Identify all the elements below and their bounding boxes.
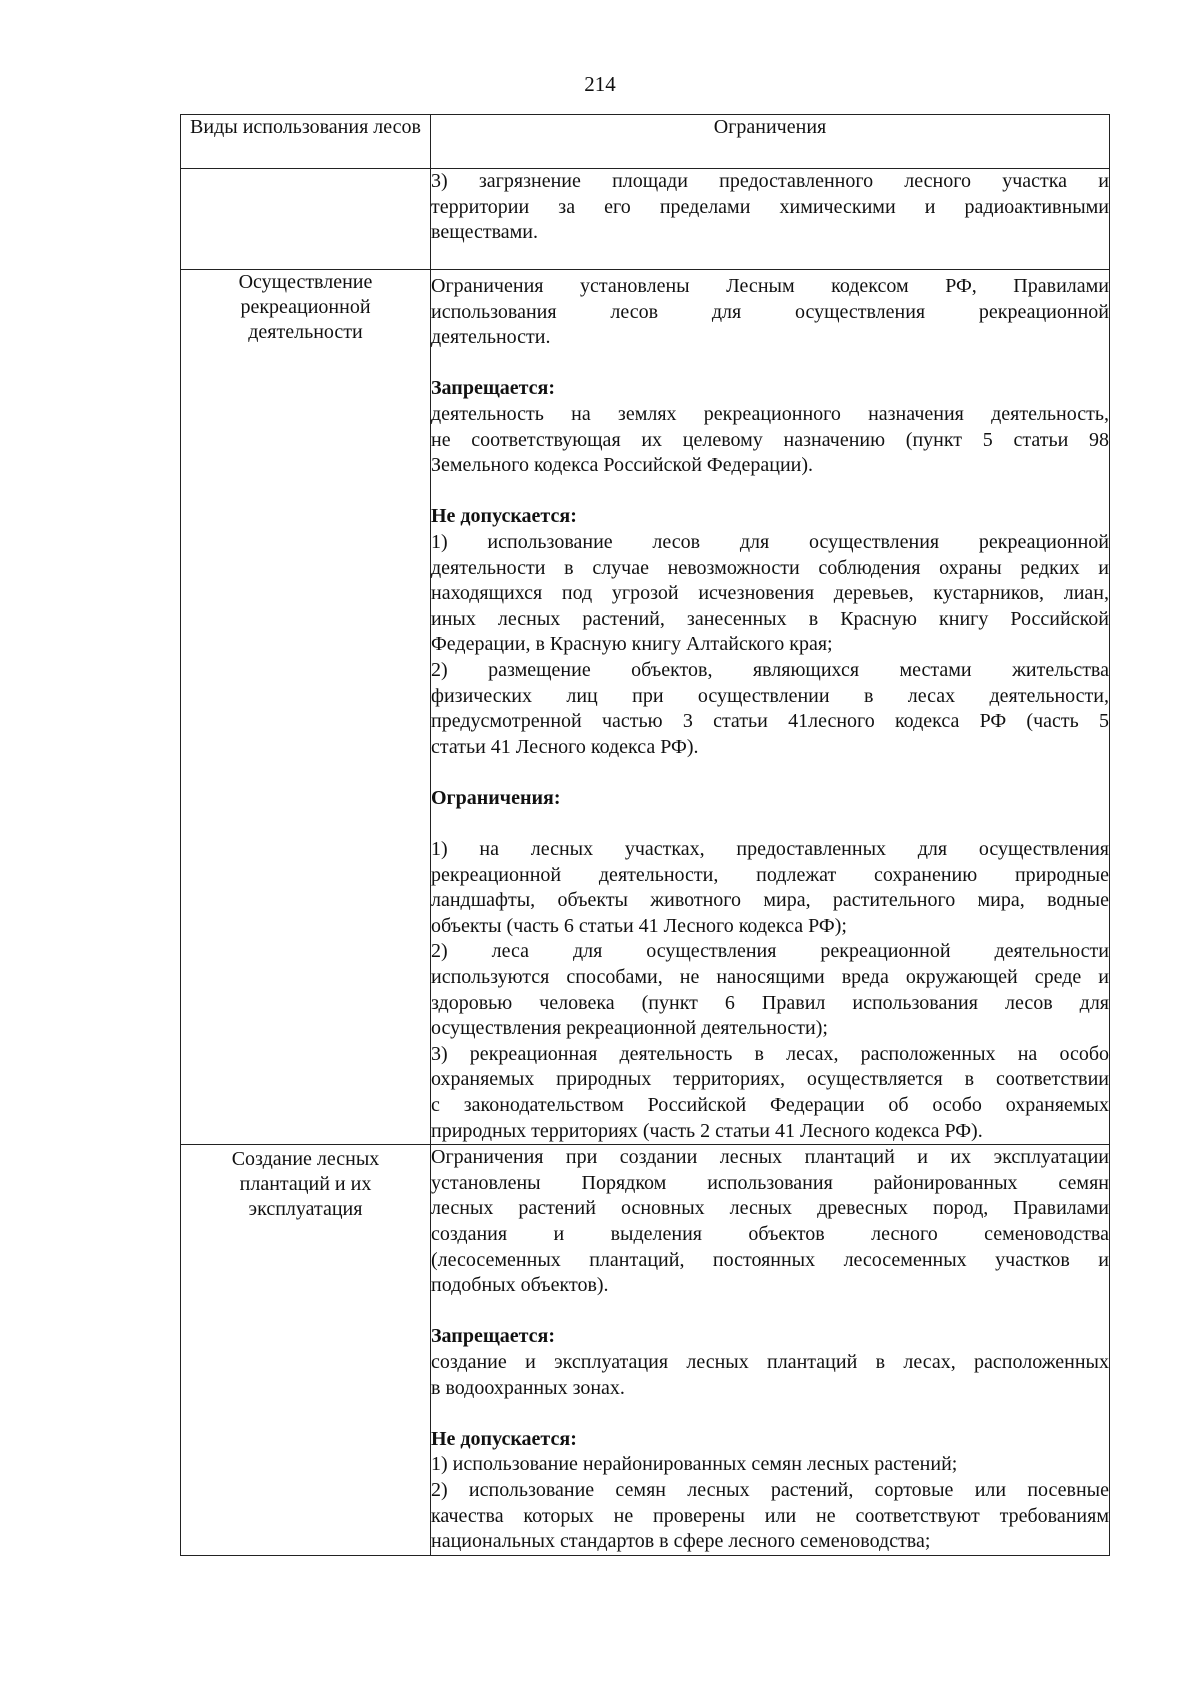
table-row	[181, 169, 1110, 270]
text-line: деятельность на землях рекреационного назначения деятельность,	[431, 402, 1109, 425]
restrictions-cell	[431, 169, 1110, 270]
text-line: 1) использование нерайонированных семян лесных растений;	[431, 1453, 958, 1476]
text-line: физических лиц при осуществлении в лесах деятельности,	[431, 684, 1109, 707]
text-line: здоровью человека (пункт 6 Правил использования лесов для	[431, 991, 1109, 1014]
forest-use-type-label: Создание лесных плантаций и их эксплуатация	[231, 1148, 380, 1221]
text-line: в водоохранных зонах.	[431, 1376, 625, 1399]
text-line: статьи 41 Лесного кодекса РФ).	[431, 735, 699, 758]
text-line: природных территориях (часть 2 статьи 41 Лесного кодекса РФ).	[431, 1119, 983, 1142]
table-row	[181, 270, 1110, 1145]
text-line: охраняемых природных территориях, осуществляется в соответствии	[431, 1068, 1109, 1091]
text-line: 3) загрязнение площади предоставленного лесного участка и	[431, 170, 1109, 192]
text-line: деятельности в случае невозможности соблюдения охраны редких и	[431, 556, 1109, 579]
header-forest-use-types: Виды использования лесов	[181, 115, 431, 169]
text-line: 1) на лесных участках, предоставленных для осуществления	[431, 838, 1109, 861]
text-line: находящихся под угрозой исчезновения деревьев, кустарников, лиан,	[431, 582, 1109, 605]
text-line: используются способами, не наносящими вреда окружающей среде и	[431, 966, 1109, 989]
text-line: создания и выделения объектов лесного семеноводства	[431, 1222, 1109, 1245]
restrictions-table	[180, 114, 1110, 1556]
text-line: Земельного кодекса Российской Федерации).	[431, 454, 814, 477]
text-line: иных лесных растений, занесенных в Красную книгу Российской	[431, 607, 1109, 630]
header-restrictions: Ограничения	[431, 115, 1110, 169]
text-line: Ограничения установлены Лесным кодексом РФ, Правилами	[431, 275, 1109, 297]
text-line: использования лесов для осуществления рекреационной	[431, 300, 1109, 323]
forest-use-type-cell	[181, 270, 431, 1145]
text-line: создание и эксплуатация лесных плантаций в лесах, расположенных	[431, 1350, 1109, 1373]
section-heading-forbidden: Запрещается:	[431, 1325, 556, 1348]
restrictions-cell	[431, 1145, 1110, 1556]
text-line: деятельности.	[431, 326, 551, 349]
text-line: 3) рекреационная деятельность в лесах, расположенных на особо	[431, 1042, 1109, 1065]
text-line: осуществления рекреационной деятельности);	[431, 1017, 828, 1040]
table-header-row	[181, 115, 1110, 169]
forest-use-type-label: Осуществление рекреационной деятельности	[238, 271, 373, 343]
text-line: 2) использование семян лесных растений, сортовые или посевные	[431, 1478, 1109, 1501]
text-line: ландшафты, объекты животного мира, растительного мира, водные	[431, 889, 1109, 912]
restrictions-cell	[431, 270, 1110, 1145]
section-heading-not-allowed: Не допускается:	[431, 1427, 577, 1450]
text-line: национальных стандартов в сфере лесного семеноводства;	[431, 1530, 931, 1553]
text-line: предусмотренной частью 3 статьи 41лесного кодекса РФ (часть 5	[431, 710, 1109, 733]
text-line: Федерации, в Красную книгу Алтайского края;	[431, 633, 833, 656]
text-line: установлены Порядком использования районированных семян	[431, 1171, 1109, 1194]
text-line: лесных растений основных лесных древесных пород, Правилами	[431, 1197, 1109, 1220]
section-heading-not-allowed: Не допускается:	[431, 505, 577, 528]
table-row	[181, 1145, 1110, 1556]
text-line: не соответствующая их целевому назначению (пункт 5 статьи 98	[431, 428, 1109, 451]
forest-use-type-cell	[181, 1145, 431, 1556]
text-line: подобных объектов).	[431, 1274, 609, 1297]
text-line: объекты (часть 6 статьи 41 Лесного кодекса РФ);	[431, 914, 847, 937]
text-line: с законодательством Российской Федерации об особо охраняемых	[431, 1094, 1109, 1116]
section-heading-forbidden: Запрещается:	[431, 377, 556, 400]
text-line: (лесосеменных плантаций, постоянных лесосеменных участков и	[431, 1248, 1109, 1271]
text-line: 1) использование лесов для осуществления рекреационной	[431, 530, 1109, 553]
text-line: веществами.	[431, 221, 539, 244]
text-line: качества которых не проверены или не соответствуют требованиям	[431, 1504, 1109, 1527]
page-number: 214	[584, 72, 616, 96]
text-line: 2) леса для осуществления рекреационной деятельности	[431, 940, 1109, 963]
text-line: территории за его пределами химическими и радиоактивными	[431, 195, 1109, 218]
section-heading-limits: Ограничения:	[431, 786, 561, 809]
text-line: Ограничения при создании лесных плантаций и их эксплуатации	[431, 1146, 1109, 1169]
text-line: 2) размещение объектов, являющихся местами жительства	[431, 658, 1109, 681]
text-line: рекреационной деятельности, подлежат сохранению природные	[431, 863, 1109, 886]
forest-use-type-cell	[181, 169, 431, 270]
